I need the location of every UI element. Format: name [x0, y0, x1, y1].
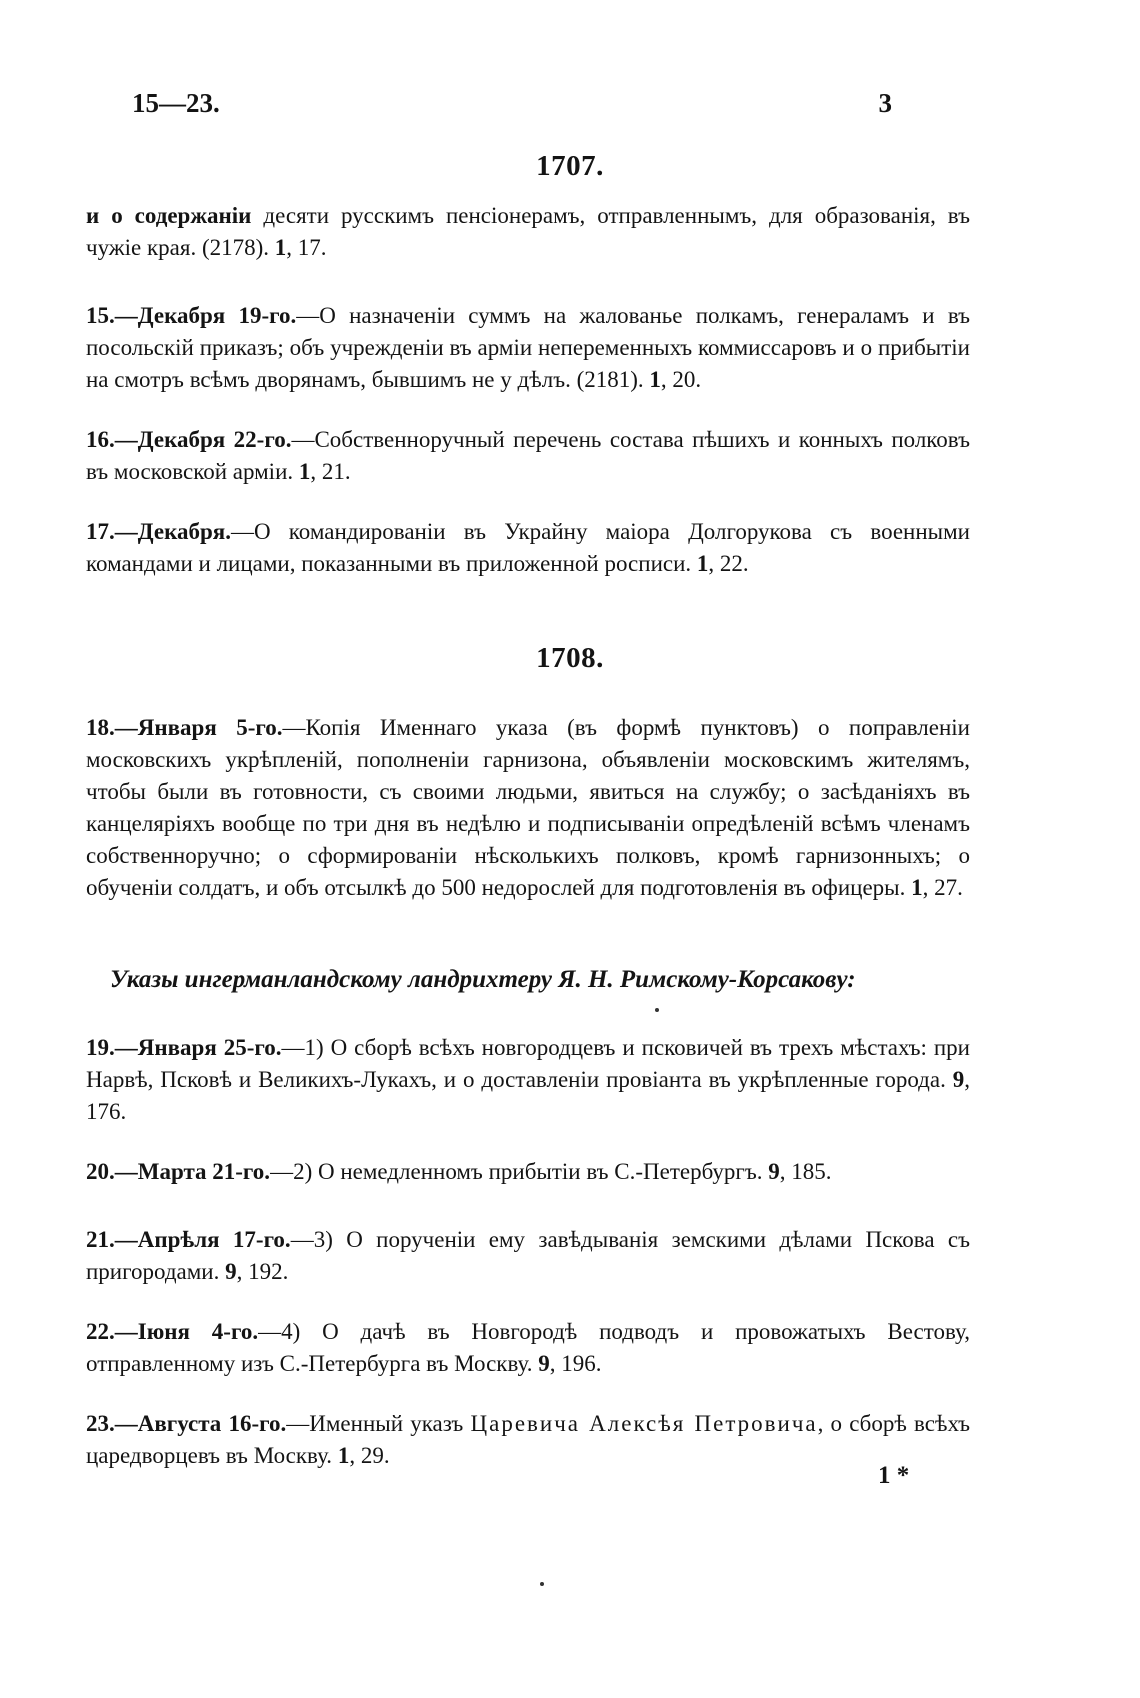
- entry-17: 17.—Декабря.—О командированіи въ Украйну маіора Долгорукова съ военными командами и лицами, показанными въ приложенной росписи. 1, 22.: [86, 519, 970, 576]
- entry-21: 21.—Апрѣля 17-го.—3) О порученіи ему завѣдыванія земскими дѣлами Пскова съ пригородами. 9, 192.: [86, 1227, 970, 1284]
- print-speck: [655, 1008, 659, 1012]
- entry-16: 16.—Декабря 22-го.—Собственноручный перечень состава пѣшихъ и конныхъ полковъ въ московской арміи. 1, 21.: [86, 427, 970, 484]
- entry-19: 19.—Января 25-го.—1) О сборѣ всѣхъ новгородцевъ и псковичей въ трехъ мѣстахъ: при Нарвѣ, Псковѣ и Великихъ-Лукахъ, и о доставленіи провіанта въ укрѣпленные города. 9, 176.: [86, 1035, 970, 1124]
- section-heading: Указы ингерманландскому ландрихтеру Я. Н. Римскому-Корсакову:: [110, 966, 856, 993]
- entry-22: 22.—Іюня 4-го.—4) О дачѣ въ Новгородѣ подводъ и провожатыхъ Вестову, отправленному изъ С.-Петербурга въ Москву. 9, 196.: [86, 1319, 970, 1376]
- entry-continuation: и о содержаніи десяти русскимъ пенсіонерамъ, отправленнымъ, для образованія, въ чужіе края. (2178). 1, 17.: [86, 203, 970, 260]
- year-heading-1708: 1708.: [536, 642, 604, 674]
- entry-18: 18.—Января 5-го.—Копія Именнаго указа (въ формѣ пунктовъ) о поправленіи московскихъ укрѣпленій, пополненіи гарнизона, объявленіи московскимъ жителямъ, чтобы были въ готовности, съ своими людьми, явиться на службу; о засѣданіяхъ въ канцеляріяхъ вообще по три дня въ недѣлю и подписываніи опредѣленій всѣмъ членамъ собственноручно; о сформированіи нѣсколькихъ полковъ, кромѣ гарнизонныхъ; о обученіи солдатъ, и объ отсылкѣ до 500 недорослей для подготовленія въ офицеры. 1, 27.: [86, 715, 970, 900]
- entry-15: 15.—Декабря 19-го.—О назначеніи суммъ на жалованье полкамъ, генераламъ и въ посольскій приказъ; объ учрежденіи въ арміи непеременныхъ коммиссаровъ и о прибытіи на смотръ всѣмъ дворянамъ, бывшимъ не у дѣлъ. (2181). 1, 20.: [86, 303, 971, 392]
- entry-23: 23.—Августа 16-го.—Именный указъ Царевича Алексѣя Петровича, о сборѣ всѣхъ царедворцевъ въ Москву. 1, 29.: [86, 1411, 970, 1468]
- page-number: 3: [878, 88, 892, 118]
- print-speck: [540, 1582, 544, 1586]
- year-heading-1707: 1707.: [536, 150, 604, 182]
- signature-mark: 1 *: [878, 1462, 910, 1489]
- entry-range: 15—23.: [132, 88, 220, 118]
- entry-20: 20.—Марта 21-го.—2) О немедленномъ прибытіи въ С.-Петербургъ. 9, 185.: [86, 1159, 832, 1184]
